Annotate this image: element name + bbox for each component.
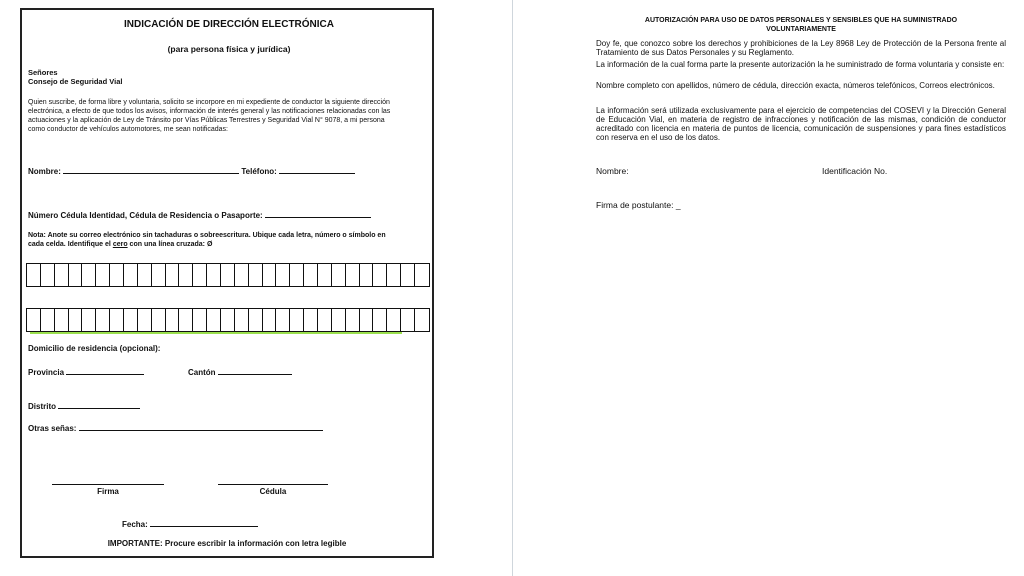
intro-line: como conductor de vehículos automotores, me sean notificadas:: [28, 126, 228, 133]
id-line[interactable]: [265, 209, 371, 218]
email-char-cell[interactable]: [179, 264, 193, 286]
email-grid-row-1[interactable]: [26, 263, 430, 287]
email-char-cell[interactable]: [401, 264, 415, 286]
authorization-title: [596, 16, 1006, 34]
email-char-cell[interactable]: [276, 309, 290, 331]
name-label: Nombre:: [28, 167, 61, 176]
email-char-cell[interactable]: [415, 264, 429, 286]
date-label: Fecha:: [122, 520, 148, 529]
email-char-cell[interactable]: [318, 264, 332, 286]
canton-row: [188, 366, 292, 377]
email-char-cell[interactable]: [124, 264, 138, 286]
name-line[interactable]: [63, 165, 239, 174]
email-char-cell[interactable]: [152, 264, 166, 286]
email-char-cell[interactable]: [124, 309, 138, 331]
province-row: [28, 366, 144, 377]
email-char-cell[interactable]: [166, 309, 180, 331]
email-char-cell[interactable]: [55, 309, 69, 331]
authorization-title-line: AUTORIZACIÓN PARA USO DE DATOS PERSONALES Y SENSIBLES QUE HA SUMINISTRADO: [644, 17, 958, 24]
authorization-paragraph: Doy fe, que conozco sobre los derechos y prohibiciones de la Ley 8968 Ley de Protección de la Persona frente al Tratamiento de sus Datos Personales y su Reglamento.: [596, 39, 1006, 57]
email-char-cell[interactable]: [373, 309, 387, 331]
email-char-cell[interactable]: [110, 309, 124, 331]
intro-line: actuaciones y la aplicación de Ley de Tránsito por Vías Públicas Terrestres y Seguridad Vial N° 9078, a mi persona: [28, 117, 385, 124]
email-char-cell[interactable]: [69, 264, 83, 286]
email-char-cell[interactable]: [193, 264, 207, 286]
phone-line[interactable]: [279, 165, 355, 174]
zero-word: cero: [112, 241, 128, 248]
authorization-title-line: VOLUNTARIAMENTE: [766, 26, 836, 33]
email-char-cell[interactable]: [27, 264, 41, 286]
authorization-paragraph: La información de la cual forma parte la presente autorización la he suministrado de forma voluntaria y consiste en:: [596, 60, 1005, 69]
email-char-cell[interactable]: [304, 264, 318, 286]
email-char-cell[interactable]: [82, 309, 96, 331]
email-char-cell[interactable]: [41, 264, 55, 286]
date-row: [122, 518, 258, 529]
date-line[interactable]: [150, 518, 258, 527]
authorization-paragraph: La información será utilizada exclusivamente para el ejercicio de competencias del COSEVI y la Dirección General de Educación Vial, en materia de registro de infracciones y notificación de las mismas, condición de conductor acreditado con licencia en materia de puntos de licencia, comunicación de suspensiones y para fines estadísticos con reserva en el uso de los datos.: [596, 106, 1006, 142]
email-char-cell[interactable]: [415, 309, 429, 331]
form-subtitle: (para persona física y jurídica): [167, 44, 291, 54]
email-char-cell[interactable]: [290, 309, 304, 331]
signature-label: Firma: [97, 487, 119, 496]
email-char-cell[interactable]: [249, 309, 263, 331]
email-char-cell[interactable]: [387, 264, 401, 286]
district-line[interactable]: [58, 400, 140, 409]
id-label: Número Cédula Identidad, Cédula de Residencia o Pasaporte:: [28, 211, 263, 220]
highlight-line: [30, 332, 402, 334]
note-text: [28, 231, 432, 249]
intro-line: electrónica, a efecto de que todos los avisos, información de interés general y las notificaciones relacionadas con las: [28, 108, 391, 115]
email-char-cell[interactable]: [346, 264, 360, 286]
important-note: IMPORTANTE: Procure escribir la información con letra legible: [107, 539, 347, 548]
province-label: Provincia: [28, 368, 65, 377]
intro-line: Quien suscribe, de forma libre y voluntaria, solicito se incorpore en mi expediente de conductor la siguiente dirección: [28, 99, 390, 106]
email-char-cell[interactable]: [110, 264, 124, 286]
email-char-cell[interactable]: [332, 309, 346, 331]
email-char-cell[interactable]: [235, 264, 249, 286]
residence-label: Domicilio de residencia (opcional):: [28, 344, 161, 353]
email-char-cell[interactable]: [318, 309, 332, 331]
other-line[interactable]: [79, 422, 323, 431]
email-char-cell[interactable]: [27, 309, 41, 331]
other-row: [28, 422, 323, 433]
email-char-cell[interactable]: [401, 309, 415, 331]
email-grid-row-2[interactable]: [26, 308, 430, 332]
email-char-cell[interactable]: [332, 264, 346, 286]
left-form-page: [20, 8, 434, 558]
email-char-cell[interactable]: [96, 264, 110, 286]
email-char-cell[interactable]: [82, 264, 96, 286]
email-char-cell[interactable]: [235, 309, 249, 331]
email-char-cell[interactable]: [249, 264, 263, 286]
note-line: Nota: Anote su correo electrónico sin tachaduras o sobreescritura. Ubique cada letra, número o símbolo en: [28, 232, 386, 239]
email-char-cell[interactable]: [152, 309, 166, 331]
email-char-cell[interactable]: [138, 264, 152, 286]
note-line: cada celda. Identifique el cero con una línea cruzada: Ø: [28, 241, 213, 248]
intro-paragraph: [28, 98, 428, 134]
email-char-cell[interactable]: [138, 309, 152, 331]
cedula-line[interactable]: [218, 484, 328, 485]
email-char-cell[interactable]: [290, 264, 304, 286]
email-char-cell[interactable]: [179, 309, 193, 331]
email-char-cell[interactable]: [304, 309, 318, 331]
email-char-cell[interactable]: [346, 309, 360, 331]
salutation: Señores: [28, 68, 58, 77]
name-field-row: [28, 165, 355, 176]
cedula-label: Cédula: [259, 487, 287, 496]
auth-id-label: Identificación No.: [822, 166, 888, 176]
email-char-cell[interactable]: [387, 309, 401, 331]
recipient: Consejo de Seguridad Vial: [28, 77, 123, 86]
email-char-cell[interactable]: [166, 264, 180, 286]
canton-label: Cantón: [188, 368, 216, 377]
authorization-paragraph: Nombre completo con apellidos, número de cédula, dirección exacta, números telefónicos, Correos electrónicos.: [596, 81, 995, 90]
email-char-cell[interactable]: [69, 309, 83, 331]
email-char-cell[interactable]: [263, 309, 277, 331]
page-divider: [512, 0, 513, 576]
email-char-cell[interactable]: [221, 309, 235, 331]
province-line[interactable]: [66, 366, 144, 375]
email-char-cell[interactable]: [221, 264, 235, 286]
email-char-cell[interactable]: [207, 309, 221, 331]
email-char-cell[interactable]: [55, 264, 69, 286]
email-char-cell[interactable]: [263, 264, 277, 286]
email-char-cell[interactable]: [360, 309, 374, 331]
email-char-cell[interactable]: [276, 264, 290, 286]
email-char-cell[interactable]: [373, 264, 387, 286]
email-char-cell[interactable]: [96, 309, 110, 331]
signature-line[interactable]: [52, 484, 164, 485]
auth-name-label: Nombre:: [596, 166, 629, 176]
phone-label: Teléfono:: [241, 167, 277, 176]
form-title: INDICACIÓN DE DIRECCIÓN ELECTRÓNICA: [123, 19, 334, 30]
email-char-cell[interactable]: [41, 309, 55, 331]
district-label: Distrito: [28, 402, 56, 411]
canton-line[interactable]: [218, 366, 292, 375]
other-label: Otras señas:: [28, 424, 77, 433]
district-row: [28, 400, 140, 411]
id-field-row: [28, 209, 371, 220]
email-char-cell[interactable]: [207, 264, 221, 286]
auth-signature-label: Firma de postulante: _: [596, 200, 681, 210]
email-char-cell[interactable]: [193, 309, 207, 331]
email-char-cell[interactable]: [360, 264, 374, 286]
